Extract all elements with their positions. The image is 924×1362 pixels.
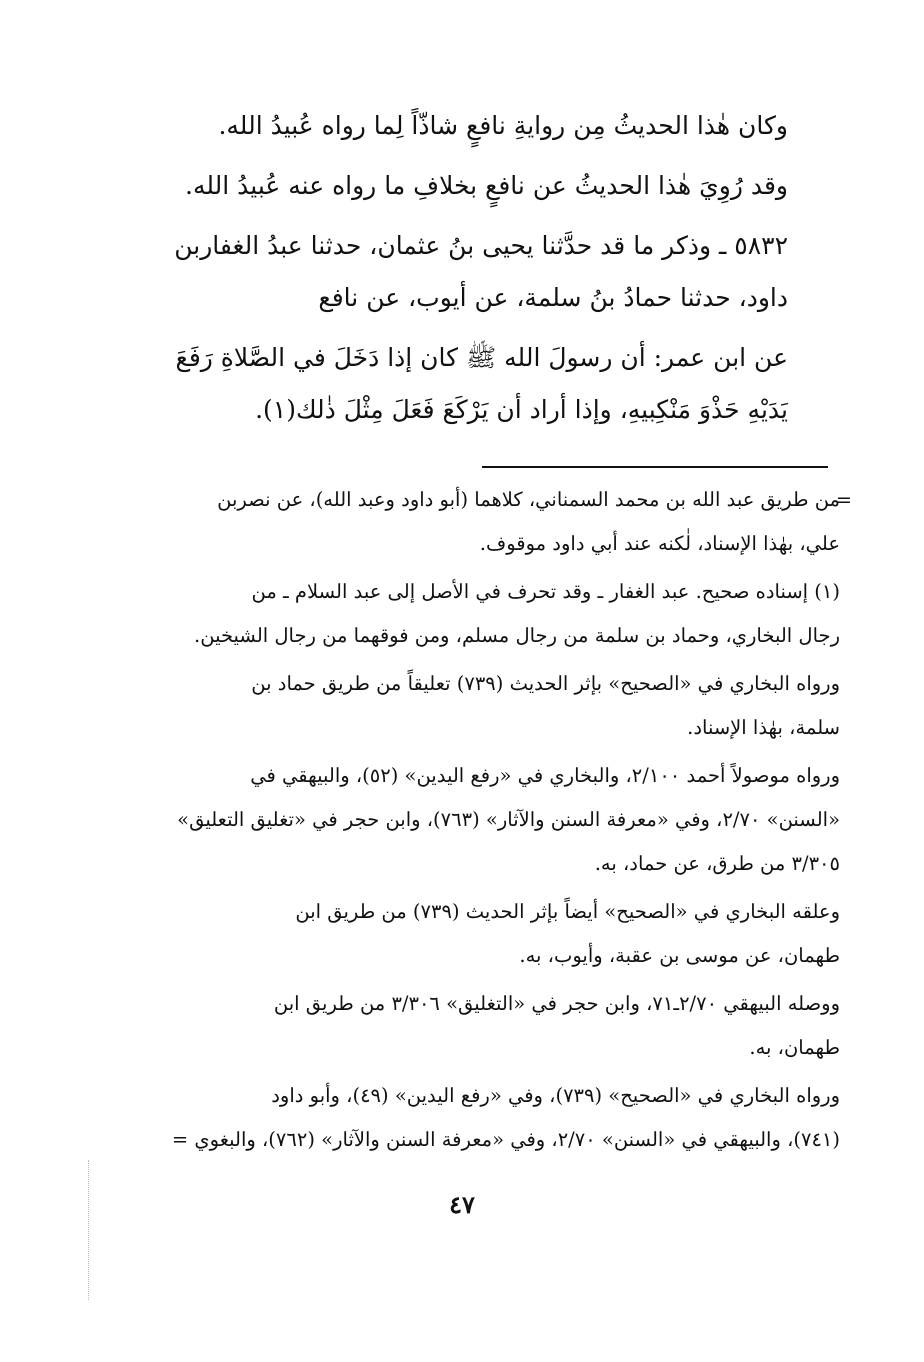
continuation-mark: = bbox=[836, 489, 852, 511]
main-line: وقد رُوِيَ هٰذا الحديثُ عن نافعٍ بخلافِ ما رواه عنه عُبيدُ الله. bbox=[185, 171, 788, 200]
footnote-line: ورواه موصولاً أحمد ٢/١٠٠، والبخاري في «رفع اليدين» (٥٢)، والبيهقي في bbox=[250, 764, 840, 787]
footnote-line: «السنن» ٢/٧٠، وفي «معرفة السنن والآثار» (٧٦٣)، وابن حجر في «تغليق التعليق» bbox=[177, 808, 840, 831]
footnote-line: طهمان، عن موسى بن عقبة، وأيوب، به. bbox=[519, 944, 840, 967]
hadith-matn bbox=[128, 332, 788, 436]
footnote-line: ورواه البخاري في «الصحيح» بإثر الحديث (٧٣٩) تعليقاً من طريق حماد بن bbox=[251, 672, 840, 695]
main-text bbox=[128, 100, 788, 436]
footnote-paragraph bbox=[120, 1074, 840, 1162]
main-paragraph bbox=[128, 100, 788, 152]
hadith-isnad bbox=[128, 220, 788, 324]
footnote-paragraph bbox=[120, 662, 840, 750]
footnote-paragraph bbox=[120, 570, 840, 658]
footnote-line: (١) إسناده صحيح. عبد الغفار ـ وقد تحرف في الأصل إلى عبد السلام ـ من bbox=[251, 580, 840, 603]
footnote-paragraph bbox=[120, 478, 840, 566]
main-line: عن ابن عمر: أن رسولَ الله ﷺ كان إذا دَخَلَ في الصَّلاةِ رَفَعَ bbox=[175, 343, 788, 372]
footnote-paragraph bbox=[120, 982, 840, 1070]
main-line: داود، حدثنا حمادُ بنُ سلمة، عن أيوب، عن نافع bbox=[318, 283, 788, 312]
page-number: ٤٧ bbox=[449, 1190, 475, 1219]
footnote-line: ورواه البخاري في «الصحيح» (٧٣٩)، وفي «رفع اليدين» (٤٩)، وأبو داود bbox=[271, 1084, 840, 1107]
footnote-line: ووصله البيهقي ٢/٧٠ـ٧١، وابن حجر في «التغليق» ٣/٣٠٦ من طريق ابن bbox=[273, 992, 840, 1015]
footnote-paragraph bbox=[120, 890, 840, 978]
footnote-line: سلمة، بهٰذا الإسناد. bbox=[687, 716, 840, 739]
footnotes bbox=[120, 478, 840, 1162]
footnote-line: وعلقه البخاري في «الصحيح» أيضاً بإثر الحديث (٧٣٩) من طريق ابن bbox=[295, 900, 840, 923]
main-line: ٥٨٣٢ ـ وذكر ما قد حدَّثنا يحيى بنُ عثمان، حدثنا عبدُ الغفاربن bbox=[174, 231, 788, 260]
footnote-line: طهمان، به. bbox=[749, 1036, 840, 1059]
footnote-line: رجال البخاري، وحماد بن سلمة من رجال مسلم، ومن فوقهما من رجال الشيخين. bbox=[194, 624, 840, 647]
footnote-line: علي، بهٰذا الإسناد، لٰكنه عند أبي داود موقوف. bbox=[479, 532, 840, 555]
footnote-divider bbox=[482, 466, 828, 468]
main-line: يَدَيْهِ حَذْوَ مَنْكِبيهِ، وإذا أراد أن يَرْكَعَ فَعَلَ مِثْلَ ذٰلك(١). bbox=[255, 395, 788, 424]
page-edge-mark bbox=[88, 1160, 89, 1300]
main-paragraph bbox=[128, 160, 788, 212]
footnote-line: (٧٤١)، والبيهقي في «السنن» ٢/٧٠، وفي «معرفة السنن والآثار» (٧٦٢)، والبغوي = bbox=[171, 1128, 840, 1151]
footnote-paragraph bbox=[120, 754, 840, 886]
footnote-line: ٣/٣٠٥ من طرق، عن حماد، به. bbox=[594, 852, 840, 875]
main-line: وكان هٰذا الحديثُ مِن روايةِ نافعٍ شاذّاً لِما رواه عُبيدُ الله. bbox=[218, 111, 788, 140]
footnote-line: من طريق عبد الله بن محمد السمناني، كلاهما (أبو داود وعبد الله)، عن نصربن bbox=[217, 488, 840, 511]
